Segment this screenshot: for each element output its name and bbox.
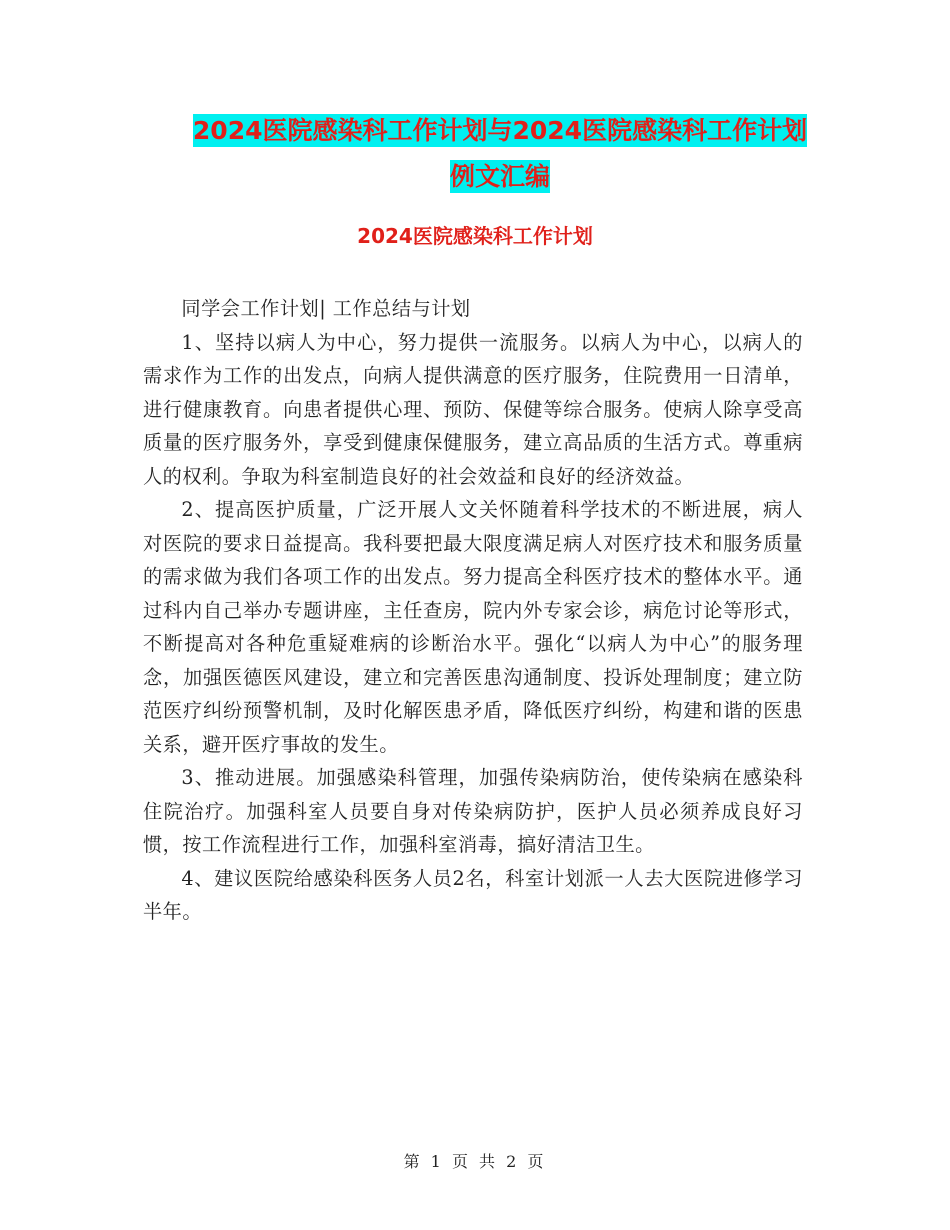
paragraph-2: 2、提高医护质量，广泛开展人文关怀随着科学技术的不断进展，病人对医院的要求日益提高。我科要把最大限度满足病人对医疗技术和服务质量的需求做为我们各项工作的出发点。努力提高全科医疗技术的整体水平。通过科内自己举办专题讲座，主任查房，院内外专家会诊，病危讨论等形式，不断提高对各种危重疑难病的诊断治水平。强化“以病人为中心”的服务理念，加强医德医风建设，建立和完善医患沟通制度、投诉处理制度；建立防范医疗纠纷预警机制，及时化解医患矛盾，降低医疗纠纷，构建和谐的医患关系，避开医疗事故的发生。	[143, 498, 803, 756]
paragraph-1: 1、坚持以病人为中心，努力提供一流服务。以病人为中心，以病人的需求作为工作的出发点，向病人提供满意的医疗服务，住院费用一日清单，进行健康教育。向患者提供心理、预防、保健等综合服务。使病人除享受高质量的医疗服务外，享受到健康保健服务，建立高品质的生活方式。尊重病人的权利。争取为科室制造良好的社会效益和良好的经济效益。	[143, 330, 803, 488]
document-body	[143, 292, 803, 929]
document-title-line-2: 例文汇编	[449, 162, 550, 191]
page-footer: 第 1 页 共 2 页	[403, 1152, 547, 1171]
section-title: 2024医院感染科工作计划	[357, 224, 593, 248]
paragraph-subtitle: 同学会工作计划| 工作总结与计划	[181, 297, 471, 320]
paragraph-3: 3、推动进展。加强感染科管理，加强传染病防治，使传染病在感染科住院治疗。加强科室人员要自身对传染病防护，医护人员必须养成良好习惯，按工作流程进行工作，加强科室消毒，搞好清洁卫生。	[143, 766, 803, 856]
paragraph-4: 4、建议医院给感染科医务人员2名，科室计划派一人去大医院进修学习半年。	[143, 866, 803, 923]
document-title-line-1: 2024医院感染科工作计划与2024医院感染科工作计划	[192, 116, 808, 145]
document-title	[150, 108, 850, 200]
